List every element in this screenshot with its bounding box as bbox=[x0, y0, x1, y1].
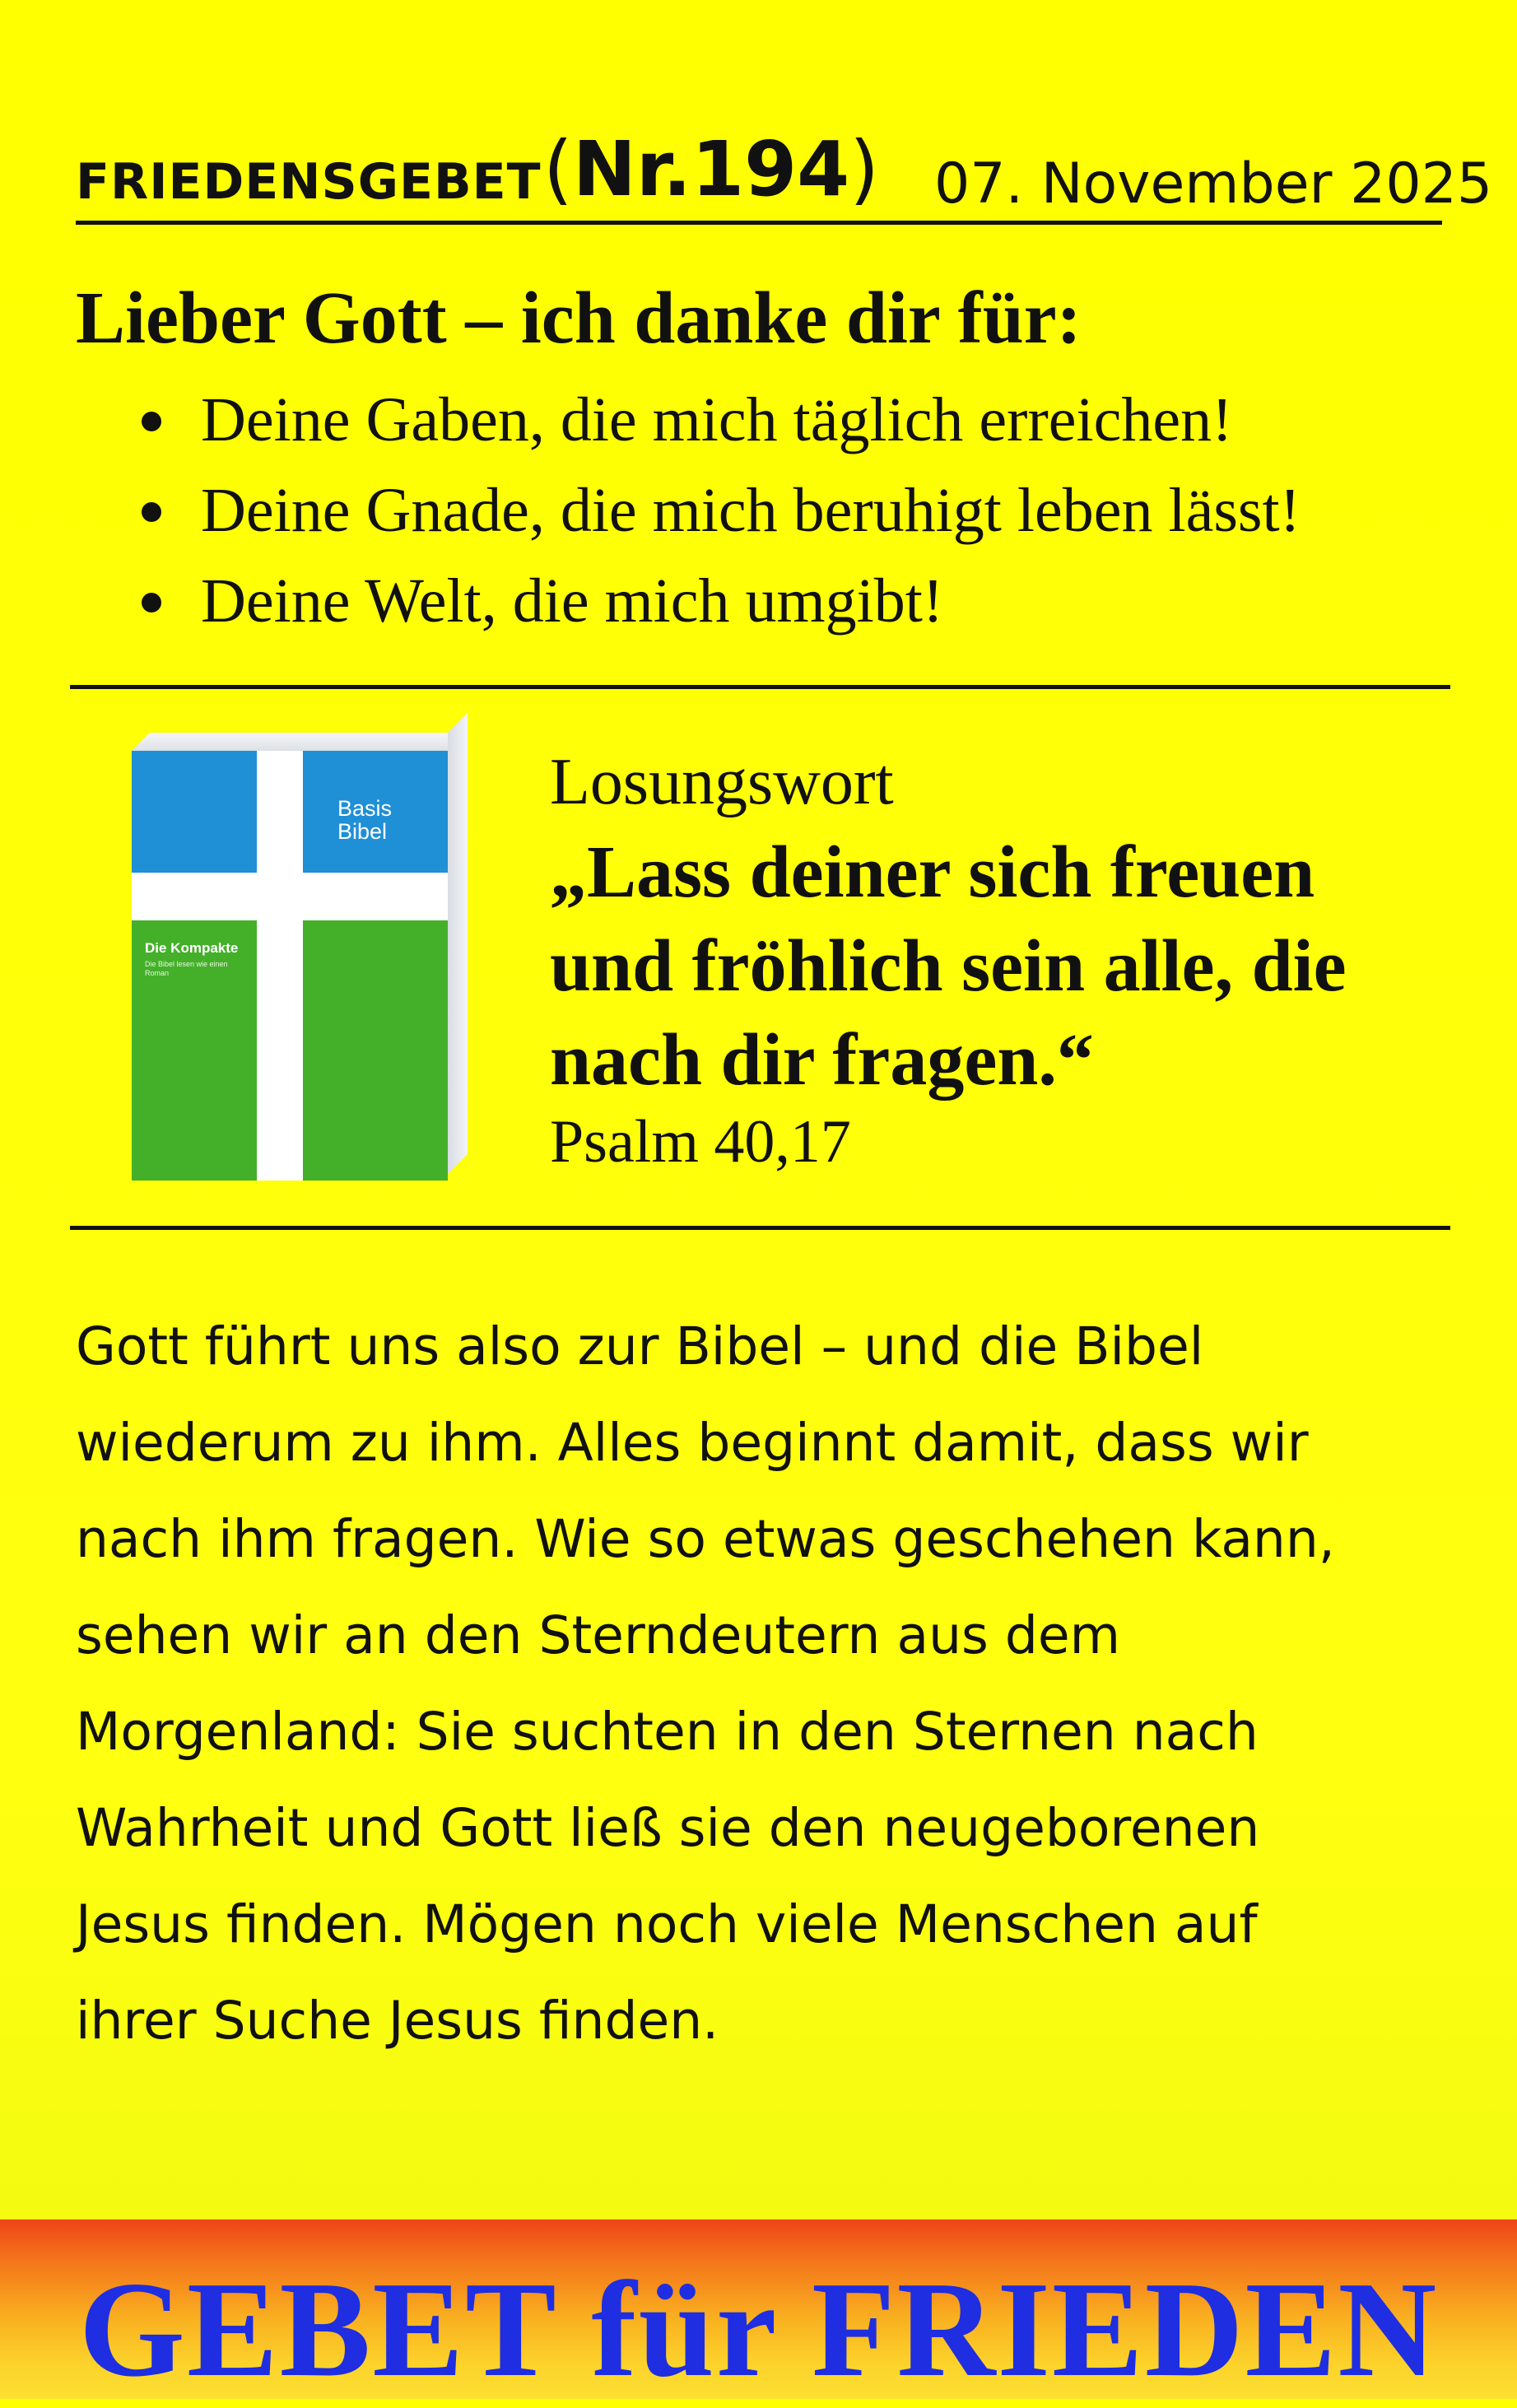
list-item-text: Deine Gaben, die mich täglich erreichen! bbox=[201, 385, 1233, 454]
paragraph-line: Morgenland: Sie suchten in den Sternen nach bbox=[76, 1702, 1259, 1762]
bible-spine-edge bbox=[448, 713, 468, 1174]
list-item-text: Deine Welt, die mich umgibt! bbox=[201, 566, 944, 636]
body-paragraph bbox=[76, 1298, 1475, 2069]
paragraph-line: Gott führt uns also zur Bibel – und die Bibel bbox=[76, 1316, 1204, 1376]
bible-title bbox=[337, 797, 392, 843]
losung-verse bbox=[550, 826, 1472, 1107]
bible-cover-image bbox=[132, 733, 468, 1181]
bullet-icon bbox=[142, 502, 161, 522]
footer-banner-text: GEBET für FRIEDEN bbox=[78, 2253, 1439, 2405]
issue-date: 07. November 2025 bbox=[934, 151, 1493, 217]
page-header bbox=[76, 123, 1493, 222]
thanks-list bbox=[123, 379, 1301, 650]
verse-line: nach dir fragen.“ bbox=[550, 1019, 1094, 1101]
paragraph-line: Jesus finden. Mögen noch viele Menschen auf bbox=[76, 1894, 1258, 1954]
issue-number-value: Nr.194 bbox=[572, 125, 850, 213]
header-title: FRIEDENSGEBET bbox=[76, 153, 542, 211]
bible-title-line: Bibel bbox=[337, 819, 388, 844]
paragraph-line: ihrer Suche Jesus finden. bbox=[76, 1991, 719, 2051]
issue-number-close-paren: ) bbox=[849, 125, 880, 213]
list-item bbox=[123, 560, 1301, 650]
paragraph-line: sehen wir an den Sterndeutern aus dem bbox=[76, 1605, 1121, 1665]
list-item bbox=[123, 469, 1301, 560]
bible-tagline: Die Bibel lesen wie einen Roman bbox=[145, 960, 228, 977]
footer-banner bbox=[0, 2219, 1517, 2405]
losung-label: Losungswort bbox=[550, 746, 894, 818]
bible-top-edge bbox=[132, 733, 468, 751]
bible-cover bbox=[132, 751, 448, 1181]
verse-line: und fröhlich sein alle, die bbox=[550, 925, 1347, 1007]
paragraph-line: wiederum zu ihm. Alles beginnt damit, dass wir bbox=[76, 1413, 1309, 1473]
bullet-icon bbox=[142, 593, 161, 612]
bullet-icon bbox=[142, 412, 161, 431]
section-divider-bottom bbox=[70, 1226, 1450, 1230]
header-divider bbox=[76, 221, 1442, 225]
issue-number-open-paren: ( bbox=[543, 125, 573, 213]
bible-subtitle: Die Kompakte bbox=[145, 940, 239, 956]
section-divider-top bbox=[70, 685, 1450, 689]
issue-number bbox=[543, 125, 879, 213]
thanks-heading: Lieber Gott – ich danke dir für: bbox=[76, 277, 1082, 359]
paragraph-line: nach ihm fragen. Wie so etwas geschehen kann, bbox=[76, 1509, 1335, 1569]
list-item bbox=[123, 379, 1301, 469]
list-item-text: Deine Gnade, die mich beruhigt leben lässt! bbox=[201, 476, 1301, 545]
paragraph-line: Wahrheit und Gott ließ sie den neugeborenen bbox=[76, 1798, 1260, 1858]
verse-line: „Lass deiner sich freuen bbox=[550, 831, 1315, 913]
bible-title-line: Basis bbox=[337, 796, 393, 821]
verse-reference: Psalm 40,17 bbox=[550, 1108, 851, 1176]
cross-icon bbox=[257, 751, 303, 1181]
